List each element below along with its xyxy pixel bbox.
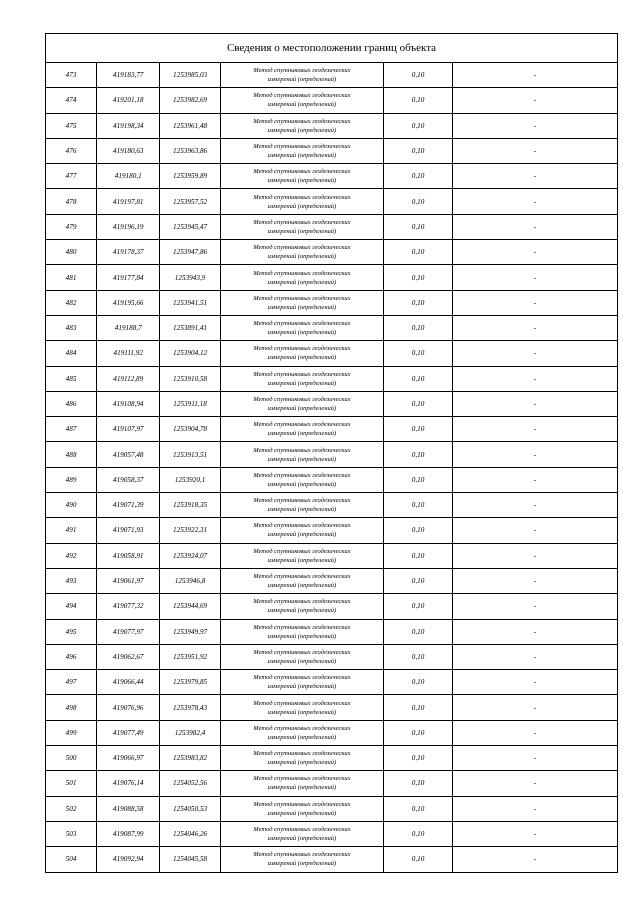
point-number-cell: 487: [46, 417, 97, 442]
x-coordinate-cell: 419071,39: [97, 493, 160, 518]
method-cell: [220, 720, 383, 745]
method-cell: [220, 796, 383, 821]
method-line-1: Метод спутниковых геодезических: [253, 92, 351, 100]
method-line-2: измерений (определений): [267, 303, 337, 311]
method-line-2: измерений (определений): [267, 860, 337, 868]
description-cell: -: [452, 543, 617, 568]
x-coordinate-cell: 419177,84: [97, 265, 160, 290]
y-coordinate-cell: 1253922,31: [160, 518, 220, 543]
y-coordinate-cell: 1253979,85: [160, 670, 220, 695]
method-line-2: измерений (определений): [267, 455, 337, 463]
table-row: [46, 796, 617, 821]
x-coordinate-cell: 419180,1: [97, 164, 160, 189]
accuracy-cell: 0,10: [384, 695, 453, 720]
y-coordinate-cell: 1253978,43: [160, 695, 220, 720]
accuracy-cell: 0,10: [384, 88, 453, 113]
y-coordinate-cell: 1253918,35: [160, 493, 220, 518]
method-line-2: измерений (определений): [267, 76, 337, 84]
x-coordinate-cell: 419077,97: [97, 619, 160, 644]
method-line-2: измерений (определений): [267, 657, 337, 665]
method-line-1: Метод спутниковых геодезических: [253, 547, 351, 555]
method-line-2: измерений (определений): [267, 405, 337, 412]
accuracy-cell: 0,10: [384, 113, 453, 138]
method-cell: [220, 265, 383, 290]
point-number-cell: 503: [46, 821, 97, 846]
method-cell: [220, 240, 383, 265]
x-coordinate-cell: 419088,58: [97, 796, 160, 821]
accuracy-cell: 0,10: [384, 290, 453, 315]
x-coordinate-cell: 419077,32: [97, 594, 160, 619]
description-cell: -: [452, 720, 617, 745]
method-line-2: измерений (определений): [267, 227, 337, 235]
accuracy-cell: 0,10: [384, 417, 453, 442]
x-coordinate-cell: 419196,19: [97, 214, 160, 239]
method-line-2: измерений (определений): [267, 784, 337, 792]
point-number-cell: 484: [46, 341, 97, 366]
x-coordinate-cell: 419057,48: [97, 442, 160, 467]
description-cell: -: [452, 644, 617, 669]
point-number-cell: 502: [46, 796, 97, 821]
table-row: [46, 771, 617, 796]
description-cell: -: [452, 442, 617, 467]
x-coordinate-cell: 419061,97: [97, 568, 160, 593]
method-line-2: измерений (определений): [267, 126, 337, 134]
y-coordinate-cell: 1253944,69: [160, 594, 220, 619]
point-number-cell: 486: [46, 391, 97, 416]
table-row: [46, 88, 617, 113]
method-line-2: измерений (определений): [267, 152, 337, 160]
accuracy-cell: 0,10: [384, 315, 453, 340]
y-coordinate-cell: 1253945,47: [160, 214, 220, 239]
y-coordinate-cell: 1253949,97: [160, 619, 220, 644]
boundary-points-sheet: [45, 33, 618, 873]
method-line-1: Метод спутниковых геодезических: [253, 497, 351, 505]
method-cell: [220, 695, 383, 720]
method-line-1: Метод спутниковых геодезических: [253, 750, 351, 758]
x-coordinate-cell: 419058,91: [97, 543, 160, 568]
x-coordinate-cell: 419087,99: [97, 821, 160, 846]
x-coordinate-cell: 419092,94: [97, 847, 160, 872]
x-coordinate-cell: 419197,81: [97, 189, 160, 214]
table-row: [46, 265, 617, 290]
method-cell: [220, 847, 383, 872]
x-coordinate-cell: 419188,7: [97, 315, 160, 340]
method-line-2: измерений (определений): [267, 683, 337, 691]
y-coordinate-cell: 1254052,56: [160, 771, 220, 796]
table-row: [46, 720, 617, 745]
accuracy-cell: 0,10: [384, 821, 453, 846]
x-coordinate-cell: 419108,94: [97, 391, 160, 416]
accuracy-cell: 0,10: [384, 619, 453, 644]
x-coordinate-cell: 419076,14: [97, 771, 160, 796]
table-row: [46, 746, 617, 771]
method-line-2: измерений (определений): [267, 278, 337, 286]
accuracy-cell: 0,10: [384, 189, 453, 214]
accuracy-cell: 0,10: [384, 543, 453, 568]
table-row: [46, 518, 617, 543]
x-coordinate-cell: 419112,89: [97, 366, 160, 391]
method-cell: [220, 88, 383, 113]
y-coordinate-cell: 1253904,12: [160, 341, 220, 366]
point-number-cell: 480: [46, 240, 97, 265]
y-coordinate-cell: 1253985,03: [160, 63, 220, 88]
method-cell: [220, 366, 383, 391]
point-number-cell: 492: [46, 543, 97, 568]
point-number-cell: 489: [46, 467, 97, 492]
method-cell: [220, 63, 383, 88]
method-cell: [220, 821, 383, 846]
table-row: [46, 644, 617, 669]
method-line-1: Метод спутниковых геодезических: [253, 345, 351, 353]
y-coordinate-cell: 1253943,9: [160, 265, 220, 290]
description-cell: -: [452, 63, 617, 88]
method-cell: [220, 442, 383, 467]
method-line-1: Метод спутниковых геодезических: [253, 623, 351, 631]
method-line-2: измерений (определений): [267, 733, 337, 741]
table-row: [46, 493, 617, 518]
method-cell: [220, 670, 383, 695]
table-row: [46, 821, 617, 846]
y-coordinate-cell: 1253959,89: [160, 164, 220, 189]
description-cell: -: [452, 746, 617, 771]
y-coordinate-cell: 1253957,52: [160, 189, 220, 214]
coordinates-table-body: [46, 63, 617, 872]
method-line-1: Метод спутниковых геодезических: [253, 67, 351, 75]
point-number-cell: 497: [46, 670, 97, 695]
description-cell: -: [452, 265, 617, 290]
point-number-cell: 498: [46, 695, 97, 720]
x-coordinate-cell: 419198,34: [97, 113, 160, 138]
method-line-1: Метод спутниковых геодезических: [253, 143, 351, 151]
description-cell: -: [452, 164, 617, 189]
method-cell: [220, 113, 383, 138]
accuracy-cell: 0,10: [384, 164, 453, 189]
accuracy-cell: 0,10: [384, 644, 453, 669]
table-row: [46, 240, 617, 265]
point-number-cell: 490: [46, 493, 97, 518]
method-line-1: Метод спутниковых геодезических: [253, 674, 351, 682]
accuracy-cell: 0,10: [384, 391, 453, 416]
method-line-1: Метод спутниковых геодезических: [253, 421, 351, 429]
accuracy-cell: 0,10: [384, 771, 453, 796]
accuracy-cell: 0,10: [384, 214, 453, 239]
method-line-2: измерений (определений): [267, 480, 337, 488]
coordinates-table: [46, 63, 617, 872]
point-number-cell: 500: [46, 746, 97, 771]
method-cell: [220, 391, 383, 416]
method-line-2: измерений (определений): [267, 202, 337, 210]
accuracy-cell: 0,10: [384, 341, 453, 366]
point-number-cell: 483: [46, 315, 97, 340]
y-coordinate-cell: 1253910,58: [160, 366, 220, 391]
method-line-1: Метод спутниковых геодезических: [253, 218, 351, 226]
x-coordinate-cell: 419076,96: [97, 695, 160, 720]
description-cell: -: [452, 493, 617, 518]
description-cell: -: [452, 391, 617, 416]
method-line-1: Метод спутниковых геодезических: [253, 294, 351, 302]
method-cell: [220, 543, 383, 568]
table-row: [46, 341, 617, 366]
accuracy-cell: 0,10: [384, 720, 453, 745]
method-line-2: измерений (определений): [267, 430, 337, 438]
method-line-1: Метод спутниковых геодезических: [253, 826, 351, 834]
accuracy-cell: 0,10: [384, 493, 453, 518]
accuracy-cell: 0,10: [384, 138, 453, 163]
document-title: Сведения о местоположении границ объекта: [46, 34, 617, 63]
description-cell: -: [452, 315, 617, 340]
description-cell: -: [452, 417, 617, 442]
method-line-2: измерений (определений): [267, 835, 337, 843]
table-row: [46, 164, 617, 189]
method-line-1: Метод спутниковых геодезических: [253, 269, 351, 277]
method-line-1: Метод спутниковых геодезических: [253, 320, 351, 328]
y-coordinate-cell: 1253951,92: [160, 644, 220, 669]
point-number-cell: 478: [46, 189, 97, 214]
accuracy-cell: 0,10: [384, 670, 453, 695]
accuracy-cell: 0,10: [384, 442, 453, 467]
y-coordinate-cell: 1253941,51: [160, 290, 220, 315]
y-coordinate-cell: 1253913,51: [160, 442, 220, 467]
method-line-2: измерений (определений): [267, 809, 337, 817]
description-cell: -: [452, 214, 617, 239]
method-line-1: Метод спутниковых геодезических: [253, 573, 351, 581]
point-number-cell: 474: [46, 88, 97, 113]
method-line-1: Метод спутниковых геодезических: [253, 446, 351, 454]
description-cell: -: [452, 290, 617, 315]
x-coordinate-cell: 419178,37: [97, 240, 160, 265]
method-line-1: Метод спутниковых геодезических: [253, 648, 351, 656]
method-line-1: Метод спутниковых геодезических: [253, 117, 351, 125]
accuracy-cell: 0,10: [384, 746, 453, 771]
x-coordinate-cell: 419183,77: [97, 63, 160, 88]
x-coordinate-cell: 419062,67: [97, 644, 160, 669]
table-row: [46, 214, 617, 239]
y-coordinate-cell: 1253920,1: [160, 467, 220, 492]
point-number-cell: 491: [46, 518, 97, 543]
y-coordinate-cell: 1254045,58: [160, 847, 220, 872]
method-line-1: Метод спутниковых геодезических: [253, 193, 351, 201]
point-number-cell: 504: [46, 847, 97, 872]
y-coordinate-cell: 1253911,18: [160, 391, 220, 416]
method-cell: [220, 214, 383, 239]
description-cell: -: [452, 518, 617, 543]
method-line-2: измерений (определений): [267, 253, 337, 261]
method-cell: [220, 594, 383, 619]
description-cell: -: [452, 594, 617, 619]
point-number-cell: 479: [46, 214, 97, 239]
method-cell: [220, 138, 383, 163]
table-row: [46, 543, 617, 568]
description-cell: -: [452, 670, 617, 695]
x-coordinate-cell: 419066,44: [97, 670, 160, 695]
method-cell: [220, 493, 383, 518]
method-line-2: измерений (определений): [267, 759, 337, 767]
method-line-1: Метод спутниковых геодезических: [253, 396, 351, 403]
accuracy-cell: 0,10: [384, 518, 453, 543]
accuracy-cell: 0,10: [384, 594, 453, 619]
table-row: [46, 670, 617, 695]
table-row: [46, 315, 617, 340]
method-cell: [220, 164, 383, 189]
method-cell: [220, 467, 383, 492]
method-line-1: Метод спутниковых геодезических: [253, 699, 351, 707]
point-number-cell: 475: [46, 113, 97, 138]
method-line-1: Метод спутниковых геодезических: [253, 775, 351, 783]
y-coordinate-cell: 1253924,07: [160, 543, 220, 568]
method-line-2: измерений (определений): [267, 379, 337, 387]
method-line-1: Метод спутниковых геодезических: [253, 522, 351, 530]
description-cell: -: [452, 366, 617, 391]
y-coordinate-cell: 1253982,69: [160, 88, 220, 113]
table-row: [46, 138, 617, 163]
accuracy-cell: 0,10: [384, 265, 453, 290]
table-row: [46, 467, 617, 492]
table-row: [46, 847, 617, 872]
method-cell: [220, 417, 383, 442]
method-line-1: Метод спутниковых геодезических: [253, 800, 351, 808]
x-coordinate-cell: 419107,97: [97, 417, 160, 442]
method-cell: [220, 315, 383, 340]
method-line-2: измерений (определений): [267, 329, 337, 337]
description-cell: -: [452, 568, 617, 593]
point-number-cell: 501: [46, 771, 97, 796]
point-number-cell: 485: [46, 366, 97, 391]
method-line-2: измерений (определений): [267, 354, 337, 362]
point-number-cell: 481: [46, 265, 97, 290]
accuracy-cell: 0,10: [384, 366, 453, 391]
method-line-2: измерений (определений): [267, 506, 337, 514]
accuracy-cell: 0,10: [384, 796, 453, 821]
accuracy-cell: 0,10: [384, 467, 453, 492]
point-number-cell: 495: [46, 619, 97, 644]
method-cell: [220, 568, 383, 593]
method-line-1: Метод спутниковых геодезических: [253, 168, 351, 176]
table-row: [46, 568, 617, 593]
point-number-cell: 488: [46, 442, 97, 467]
method-cell: [220, 746, 383, 771]
table-row: [46, 619, 617, 644]
method-line-2: измерений (определений): [267, 708, 337, 716]
accuracy-cell: 0,10: [384, 63, 453, 88]
accuracy-cell: 0,10: [384, 240, 453, 265]
method-line-2: измерений (определений): [267, 607, 337, 615]
description-cell: -: [452, 467, 617, 492]
table-row: [46, 63, 617, 88]
point-number-cell: 482: [46, 290, 97, 315]
description-cell: -: [452, 189, 617, 214]
point-number-cell: 494: [46, 594, 97, 619]
description-cell: -: [452, 138, 617, 163]
x-coordinate-cell: 419071,93: [97, 518, 160, 543]
y-coordinate-cell: 1254050,53: [160, 796, 220, 821]
description-cell: -: [452, 771, 617, 796]
y-coordinate-cell: 1253904,78: [160, 417, 220, 442]
x-coordinate-cell: 419195,66: [97, 290, 160, 315]
point-number-cell: 496: [46, 644, 97, 669]
table-row: [46, 391, 617, 416]
table-row: [46, 366, 617, 391]
table-row: [46, 594, 617, 619]
accuracy-cell: 0,10: [384, 847, 453, 872]
description-cell: -: [452, 88, 617, 113]
point-number-cell: 499: [46, 720, 97, 745]
y-coordinate-cell: 1253983,82: [160, 746, 220, 771]
x-coordinate-cell: 419180,63: [97, 138, 160, 163]
y-coordinate-cell: 1253946,8: [160, 568, 220, 593]
method-cell: [220, 771, 383, 796]
method-line-2: измерений (определений): [267, 101, 337, 109]
description-cell: -: [452, 240, 617, 265]
method-line-2: измерений (определений): [267, 582, 337, 590]
description-cell: -: [452, 113, 617, 138]
description-cell: -: [452, 341, 617, 366]
x-coordinate-cell: 419111,92: [97, 341, 160, 366]
table-row: [46, 417, 617, 442]
method-cell: [220, 290, 383, 315]
point-number-cell: 477: [46, 164, 97, 189]
point-number-cell: 473: [46, 63, 97, 88]
description-cell: -: [452, 847, 617, 872]
point-number-cell: 493: [46, 568, 97, 593]
method-line-2: измерений (определений): [267, 531, 337, 539]
method-line-2: измерений (определений): [267, 177, 337, 185]
x-coordinate-cell: 419066,97: [97, 746, 160, 771]
table-row: [46, 290, 617, 315]
table-row: [46, 442, 617, 467]
method-line-1: Метод спутниковых геодезических: [253, 244, 351, 252]
y-coordinate-cell: 1253963,86: [160, 138, 220, 163]
method-line-1: Метод спутниковых геодезических: [253, 598, 351, 606]
y-coordinate-cell: 1253982,4: [160, 720, 220, 745]
description-cell: -: [452, 796, 617, 821]
y-coordinate-cell: 1253947,86: [160, 240, 220, 265]
y-coordinate-cell: 1253891,41: [160, 315, 220, 340]
x-coordinate-cell: 419058,37: [97, 467, 160, 492]
y-coordinate-cell: 1253961,48: [160, 113, 220, 138]
method-line-1: Метод спутниковых геодезических: [253, 851, 351, 859]
description-cell: -: [452, 619, 617, 644]
method-cell: [220, 518, 383, 543]
method-line-2: измерений (определений): [267, 556, 337, 564]
method-cell: [220, 619, 383, 644]
table-row: [46, 695, 617, 720]
description-cell: -: [452, 695, 617, 720]
method-cell: [220, 341, 383, 366]
method-line-1: Метод спутниковых геодезических: [253, 370, 351, 378]
method-line-1: Метод спутниковых геодезических: [253, 724, 351, 732]
x-coordinate-cell: 419077,49: [97, 720, 160, 745]
x-coordinate-cell: 419201,18: [97, 88, 160, 113]
point-number-cell: 476: [46, 138, 97, 163]
y-coordinate-cell: 1254046,26: [160, 821, 220, 846]
accuracy-cell: 0,10: [384, 568, 453, 593]
table-row: [46, 189, 617, 214]
table-row: [46, 113, 617, 138]
method-line-1: Метод спутниковых геодезических: [253, 471, 351, 479]
description-cell: -: [452, 821, 617, 846]
method-cell: [220, 644, 383, 669]
method-cell: [220, 189, 383, 214]
method-line-2: измерений (определений): [267, 632, 337, 640]
